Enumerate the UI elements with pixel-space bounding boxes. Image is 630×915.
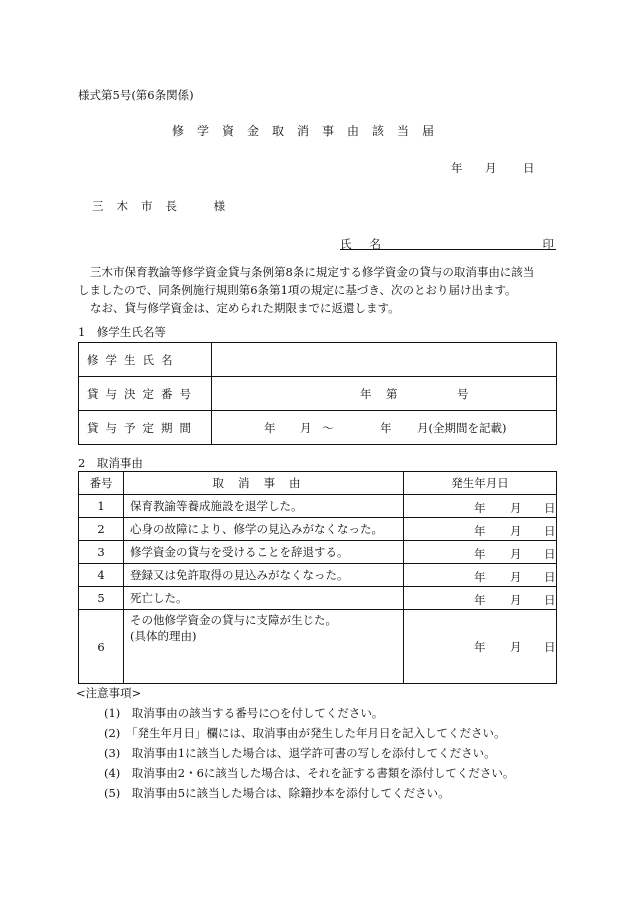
list-item: (3) 取消事由1に該当した場合は、退学許可書の写しを添付してください。 [104,746,496,760]
table-row[interactable] [79,495,557,518]
table-row [79,377,557,411]
row-reason: 死亡した。 [124,587,404,610]
go-label: 号 [457,387,469,401]
body-line-1: 三木市保育教諭等修学資金貸与条例第8条に規定する修学資金の貸与の取消事由に該当 [90,265,535,279]
list-item: (2) 「発生年月日」欄には、取消事由が発生した年月日を記入してください。 [104,726,506,740]
loan-period-label: 貸与予定期間 [79,411,212,445]
row-reason: 修学資金の貸与を受けることを辞退する。 [124,541,404,564]
row-reason: 保育教諭等養成施設を退学した。 [124,495,404,518]
student-info-table [78,342,557,445]
notes-list [104,705,564,805]
student-name-field[interactable] [212,343,557,377]
form-label: 様式第5号(第6条関係) [78,88,194,102]
body-line-3: なお、貸与修学資金は、定められた期限までに返還します。 [90,301,400,315]
table-row[interactable] [79,587,557,610]
row-reason: 登録又は免許取得の見込みがなくなった。 [124,564,404,587]
section1-heading: 1 修学生氏名等 [78,325,166,339]
seal-label: 印 [542,237,554,251]
row-number: 5 [79,587,124,610]
row-number: 1 [79,495,124,518]
decision-number-field[interactable] [212,377,557,411]
row-date[interactable]: 年 月 日 [404,610,557,684]
row-date[interactable]: 年 月 日 [404,541,557,564]
table-row [79,343,557,377]
tilde-label: 〜 [322,421,334,435]
table-row[interactable] [79,541,557,564]
year-label: 年 [451,161,463,175]
month1-label: 月 [300,421,312,435]
year2-label: 年 [380,421,392,435]
addressee-suffix: 様 [213,199,226,213]
section2-heading: 2 取消事由 [78,456,143,470]
addressee-name: 三木市長 [92,199,190,213]
table-row[interactable] [79,564,557,587]
name-label: 氏名 [340,237,399,251]
row-date[interactable]: 年 月 日 [404,518,557,541]
header-reason: 取消事由 [124,472,404,495]
student-name-label: 修学生氏名 [79,343,212,377]
row-reason-text: その他修学資金の貸与に支障が生じた。 [130,613,337,627]
cancellation-reasons-table [78,471,557,684]
addressee [92,198,225,214]
row-reason[interactable] [124,610,404,684]
document-title: 修学資金取消事由該当届 [172,124,448,138]
table-row[interactable] [79,518,557,541]
row-number: 4 [79,564,124,587]
row-reason: 心身の故障により、修学の見込みがなくなった。 [124,518,404,541]
list-item: (5) 取消事由5に該当した場合は、除籍抄本を添付してください。 [104,786,450,800]
loan-period-field[interactable] [212,411,557,445]
table-row[interactable] [79,610,557,684]
signature-line [340,236,556,250]
row-number: 3 [79,541,124,564]
day-label: 日 [523,161,535,175]
row-number: 6 [79,610,124,684]
dai-label: 第 [386,387,398,401]
body-line-2: しましたので、同条例施行規則第6条第1項の規定に基づき、次のとおり届け出ます。 [78,283,517,297]
header-date: 発生年月日 [404,472,557,495]
header-number: 番号 [79,472,124,495]
list-item: (1) 取消事由の該当する番号に○を付してください。 [104,706,384,720]
row-date[interactable]: 年 月 日 [404,587,557,610]
specific-reason-label: (具体的理由) [130,629,197,643]
row-date[interactable]: 年 月 日 [404,564,557,587]
decision-number-label: 貸与決定番号 [79,377,212,411]
table-row [79,411,557,445]
table-header-row [79,472,557,495]
row-date[interactable]: 年 月 日 [404,495,557,518]
list-item: (4) 取消事由2・6に該当した場合は、それを証する書類を添付してください。 [104,766,515,780]
month2-label: 月(全期間を記載) [417,421,507,435]
row-number: 2 [79,518,124,541]
body-text [78,263,534,317]
year-label: 年 [360,387,372,401]
submission-date [451,160,539,176]
year1-label: 年 [264,421,276,435]
notes-heading: <注意事項> [76,686,142,700]
month-label: 月 [485,161,497,175]
